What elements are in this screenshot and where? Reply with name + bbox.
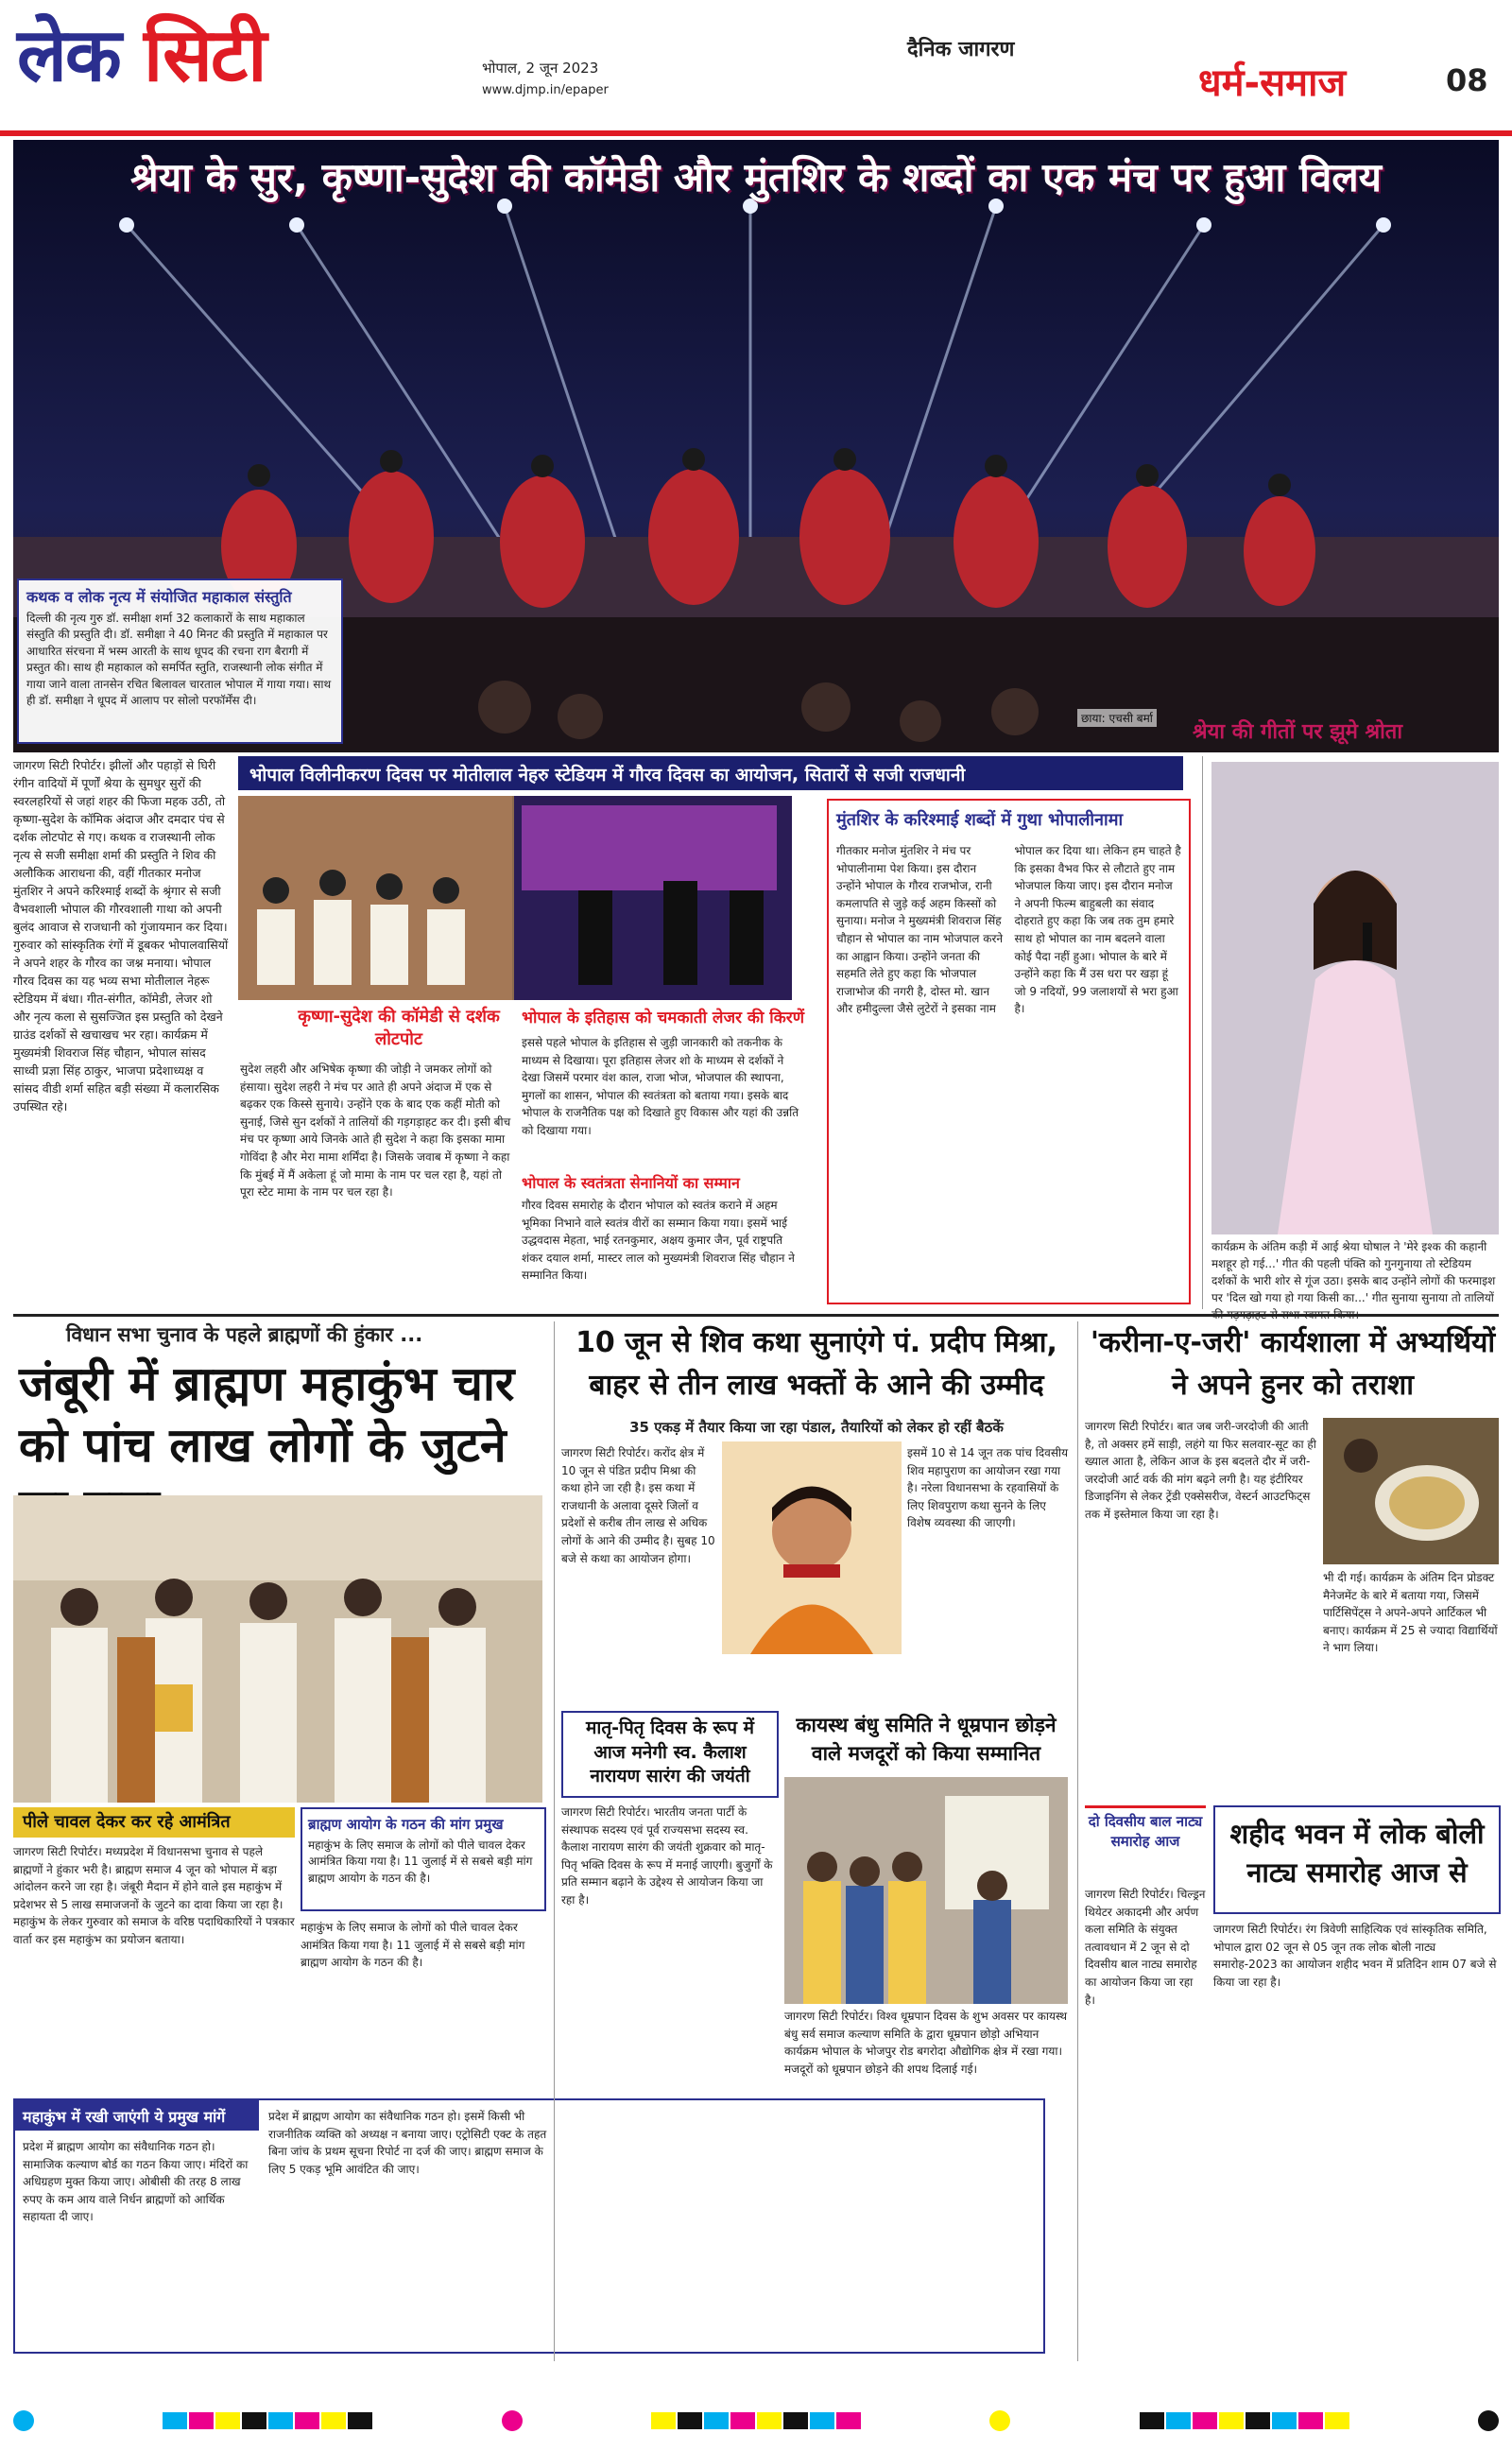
- registration-mark: [13, 2410, 34, 2431]
- brahmin-demands-col1: प्रदेश में ब्राह्मण आयोग का संवैधानिक गठन हो। सामाजिक कल्याण बोर्ड का गठन किया जाए। मंदिरों का अधिग्रहण मुक्त किया जाए। ओबीसी की तरह 8 लाख रुपए के कम आय वाले निर्धन ब्राह्मणों को आर्थिक सहायता दी जाए।: [23, 2140, 249, 2224]
- comedy-subhead: कृष्णा-सुदेश की कॉमेडी से दर्शक लोटपोट: [298, 1007, 500, 1050]
- zari-workshop-photo: [1323, 1418, 1499, 1564]
- muntashir-headline: मुंतशिर के करिश्माई शब्दों में गुथा भोपालीनामा: [836, 810, 1124, 830]
- laser-subhead: भोपाल के इतिहास को चमकाती लेजर की किरणें: [522, 1009, 805, 1027]
- laser-body: इससे पहले भोपाल के इतिहास से जुड़ी जानकारी को तकनीक के माध्यम से दिखाया। पूरा इतिहास लेजर शो के माध्यम से दर्शकों ने देखा जिसमें परमार वंश काल, राजा भोज, भोजपाल की स्थापना, मुगलों का शासन, भोपाल की स्वतंत्रता को बताया गया। इसके बाद भोपाल के राजनैतिक पक्ष को दिखाते हुए विकास और यहां की उन्नति को दिखाया गया।: [522, 1036, 799, 1137]
- brahmin-demands-col2: प्रदेश में ब्राह्मण आयोग का संवैधानिक गठन हो। इसमें किसी भी राजनीतिक व्यक्ति को अध्यक्ष न बनाया जाए। एट्रोसिटी एक्ट के तहत बिना जांच के प्रथम सूचना रिपोर्ट ना दर्ज की जाए। ब्राह्मण समाज के लिए 5 एकड़ भूमि आवंटित की जाए।: [268, 2110, 547, 2176]
- shreya-body: कार्यक्रम के अंतिम कड़ी में आई श्रेया घोषाल ने 'मेरे इश्क की कहानी मशहूर हो गई...' गीत की पहली पंक्ति को गुनगुनाया तो स्टेडियम दर्शकों के भारी शोर से गूंज उठा। इसके बाद उन्होंने लोगों की फरमाइश पर 'दिल खो गया हो गया किसी का...' गीत सुनाया सुनाया तो तालियों: [1211, 1240, 1496, 1304]
- color-strip: [1140, 2412, 1349, 2429]
- bal-natya-body: जागरण सिटी रिपोर्टर। चिल्ड्रन थियेटर अकादमी और अर्पण कला समिति के संयुक्त तत्वावधान में 2 जून से दो दिवसीय बाल नाट्य समारोह का आयोजन किया जा रहा है।: [1085, 1888, 1206, 2007]
- shreya-image: [1211, 762, 1499, 1234]
- color-strip: [651, 2412, 861, 2429]
- brahmin-demands-box: [13, 2098, 1045, 2354]
- kayasth-photo: [784, 1777, 1068, 2004]
- kareena-zari-headline: 'करीना-ए-जरी' कार्यशाला में अभ्यर्थियों ने अपने हुनर को तराशा: [1090, 1326, 1496, 1402]
- color-strip: [163, 2412, 372, 2429]
- page-number: 08: [1446, 62, 1488, 98]
- pradeep-mishra-photo: [722, 1441, 902, 1654]
- sangathan-body: महाकुंभ के लिए समाज के लोगों को पीले चावल देकर आमंत्रित किया गया है। 11 जुलाई में से सबसे बड़ी मांग ब्राह्मण आयोग के गठन की है।: [301, 1921, 525, 1970]
- kathak-caption-box: [17, 578, 343, 744]
- registration-mark: [502, 2410, 523, 2431]
- zari-image: [1323, 1418, 1499, 1564]
- print-registration-bar: [13, 2408, 1499, 2433]
- edition-meta: [482, 59, 609, 97]
- matru-pitru-body: जागरण सिटी रिपोर्टर। भारतीय जनता पार्टी के संस्थापक सदस्य एवं पूर्व राज्यसभा सदस्य स्व. कैलाश नारायण सारंग की जयंती शुक्रवार को मातृ-पितृ भक्ति दिवस के रूप में मनाई जाएगी। बुजुर्गों के प्रति सम्मान बढ़ाने के उद्देश्य से आयोजन किया जा रहा है।: [561, 1805, 773, 1907]
- pradeep-mishra-body2: इसमें 10 से 14 जून तक पांच दिवसीय शिव महापुराण का आयोजन रखा गया है। नरेला विधानसभा के रहवासियों के लिए शिवपुराण कथा सुनने के लिए विशेष व्यवस्था की जाएगी।: [907, 1446, 1069, 1530]
- logo-word-lake: लेक: [17, 13, 120, 98]
- brahmin-meeting-photo: [13, 1495, 542, 1803]
- brahmin-commission-box: [301, 1807, 546, 1911]
- muntashir-story-box: [827, 799, 1191, 1304]
- column-divider: [1202, 756, 1203, 1309]
- brahmin-kicker: विधान सभा चुनाव के पहले ब्राह्मणों की हुंकार ...: [66, 1323, 423, 1346]
- hero-headline: श्रेया के सुर, कृष्णा-सुदेश की कॉमेडी और मुंतशिर के शब्दों का एक मंच पर हुआ विलय: [129, 154, 1383, 200]
- registration-mark: [989, 2410, 1010, 2431]
- brahmin-mahakumbh-headline: जंबूरी में ब्राह्मण महाकुंभ चार को पांच लाख लोगों के जुटने: [19, 1356, 515, 1473]
- muntashir-body: गीतकार मनोज मुंतशिर ने मंच पर भोपालीनामा पेश किया। इस दौरान उन्होंने भोपाल के गौरव राजभोज, रानी कमलापति से जुड़े कई अहम किस्सों को सुनाया। मनोज ने मुख्यमंत्री शिवराज सिंह चौहान से भोपाल का नाम भोजपाल करने का आह्वान किया। उन्होंने जनता की सहमति लेते हुए कहा कि भोजपाल राजाभोज की नगरी है, दोस्त मो. खान और हमीदुल्ला जैसे लुटेरों ने इसका नाम भोपाल कर दिया था। लेकिन हम चाहते है कि इसका वैभव फिर से लौटाते हुए नाम भोजपाल किया जाए। इस दौरान मनोज ने अपनी फिल्म बाहुबली का संवाद दोहराते हुए कहा कि जब तक तुम हमारे साथ हो भोपाल का नाम बदलने वाला कोई पैदा नहीं हुआ। भोपाल के बारे में उन्होंने कहा कि मैं उस धरा पर खड़ा हूं जो 9 नदियों, 99 जलाशयों से भरा हुआ है।: [836, 844, 1181, 1016]
- matru-pitru-headline: मातृ-पितृ दिवस के रूप में आज मनेगी स्व. कैलाश नारायण सारंग की जयंती: [561, 1711, 779, 1798]
- gaurav-diwas-intro-text: जागरण सिटी रिपोर्टर। झीलों और पहाड़ों से घिरी रंगीन वादियों में पूर्णों श्रेया के सुमधुर सुरों की स्वरलहरियों से जहां शहर की फिजा महक उठी, तो कृष्णा-सुदेश के कॉमिक अंदाज और दमदार पंच से दर्शक लोटपोट से गए। कथक व राजस्थानी लोक नृत्य से सजी समीक्षा शर्मा की प्रस्तुति ने शिव की अलौकिक आराधना की, वहीं गीतकार मनोज मुंतशिर ने अपने करिश्माई शब्दों के श्रृंगार से सजी वैभवशाली भोपाल की गौरवशाली गाथा को अपनी बुलंद आवाज से राजधानी को गुंजायमान कर दिया। गुरुवार को सांस्कृतिक रंगों में डूबकर भोपालवासियों ने अपने शहर के गौरव का जश्न मनाया। भोपाल गौरव दिवस का यह भव्य सभा मोतीलाल नेहरू स्टेडियम में बंधा। गीत-संगीत, कॉमेडी, लेजर शो और नृत्य कला से सुसज्जित इस प्रस्तुति को देखने ग्राउंड दर्शकों से खचाखच भर रहा। कार्यक्रम में मुख्यमंत्री शिवराज सिंह चौहान, भोपाल सांसद साध्वी प्रज्ञा सिंह ठाकुर, भाजपा प्रदेशाध्यक्ष व सांसद वीडी शर्मा सहित बड़ी संख्या में कलारसिक उपस्थित रहे।: [13, 758, 229, 1113]
- kathak-caption-title: कथक व लोक नृत्य में संयोजित महाकाल संस्तुति: [26, 588, 292, 606]
- kayasth-image: [784, 1777, 1068, 2004]
- epaper-url[interactable]: www.djmp.in/epaper: [482, 83, 609, 97]
- shreya-photo-label: श्रेया की गीतों पर झूमे श्रोता: [1193, 720, 1403, 744]
- logo-word-city: सिटी: [143, 13, 266, 98]
- pradeep-mishra-body1: जागरण सिटी रिपोर्टर। करोंद क्षेत्र में 10 जून से पंडित प्रदीप मिश्रा की कथा होने जा रही है। इस कथा में राजधानी के अलावा दूसरे जिलों व प्रदेशों से करीब तीन लाख से अधिक लोगों के आने की उम्मीद है। सुबह 10 बजे से कथा का आयोजन होगा।: [561, 1446, 715, 1565]
- kathak-caption-text: दिल्ली की नृत्य गुरु डॉ. समीक्षा शर्मा 32 कलाकारों के साथ महाकाल संस्तुति की प्रस्तुति दी। डॉ. समीक्षा ने 40 मिनट की प्रस्तुति में महाकाल पर आधारित संरचना में भस्म आरती के साथ धूपद की रचना राग बैरागी में प्रस्तुत की। साथ ही महाकाल को समर्पित स्तुति, राजस्थानी लोक संगीत में गाया जाने वाला तानसेन रचित बिलावल चारताल भोपाल में गाया गया। साथ ही डॉ. समीक्षा ने धूपद में आलाप पर सोलो परफॉर्मेंस दी।: [26, 612, 332, 707]
- pradeep-mishra-headline: 10 जून से शिव कथा सुनाएंगे पं. प्रदीप मिश्रा, बाहर से तीन लाख भक्तों के आने की उम्मीद: [576, 1326, 1057, 1402]
- edition-date: भोपाल, 2 जून 2023: [482, 60, 599, 77]
- paper-name: दैनिक जागरण: [907, 37, 1015, 61]
- masthead: [0, 0, 1512, 142]
- pradeep-mishra-subhead: 35 एकड़ में तैयार किया जा रहा पंडाल, तैयारियों को लेकर हो रहीं बैठकें: [629, 1419, 1004, 1436]
- column-divider: [554, 1321, 555, 2361]
- kareena-zari-body2: भी दी गई। कार्यक्रम के अंतिम दिन प्रोडक्ट मैनेजमेंट के बारे में बताया गया, जिसमें पार्टिसिपेंट्स ने अपने-अपने आर्टिकल भी बनाए। कार्यक्रम में 25 से ज्यादा विद्यार्थियों ने भाग लिया।: [1323, 1571, 1498, 1655]
- kareena-zari-body1: जागरण सिटी रिपोर्टर। बात जब जरी-जरदोजी की आती है, तो अक्सर हमें साड़ी, लहंगे या फिर सलवार-सूट का ही ख्याल आता है, लेकिन आज के इस बदलते दौर में जरी-जरदोजी आर्ट वर्क की मांग बढ़ने लगी है। यह इंटीरियर डिजाइनिंग से लेकर ट्रेंडी एक्सेसरीज, वेस्टर्न आउटफिट्स तक में इस्तेमाल किया जा रहा है।: [1085, 1420, 1316, 1521]
- gaurav-diwas-band-headline: भोपाल विलीनीकरण दिवस पर मोतीलाल नेहरु स्टेडियम में गौरव दिवस का आयोजन, सितारों से सजी राजधानी: [238, 756, 1183, 790]
- registration-mark: [1478, 2410, 1499, 2431]
- shaheed-bhawan-headline: शहीद भवन में लोक बोली नाट्य समारोह आज से: [1213, 1805, 1501, 1914]
- brahmin-commission-text: महाकुंभ के लिए समाज के लोगों को पीले चावल देकर आमंत्रित किया गया है। 11 जुलाई में से सबसे बड़ी मांग ब्राह्मण आयोग के गठन की है।: [308, 1838, 533, 1885]
- brahmin-demands-head: महाकुंभ में रखी जाएंगी ये प्रमुख मांगें: [15, 2100, 259, 2131]
- lake-city-logo: [17, 13, 266, 98]
- freedom-fighters-subhead: भोपाल के स्वतंत्रता सेनानियों का सम्मान: [522, 1174, 740, 1192]
- brahmin-image: [13, 1495, 542, 1803]
- column-divider: [1077, 1321, 1078, 2361]
- kayasth-body: जागरण सिटी रिपोर्टर। विश्व धूम्रपान दिवस के शुभ अवसर पर कायस्थ बंधु सर्व समाज कल्याण समिति के द्वारा धूम्रपान छोड़ो अभियान कार्यक्रम भोपाल के भोजपुर रोड बगरोदा औद्योगिक क्षेत्र में रखा गया। मजदूरों को धूम्रपान छोड़ने की शपथ दिलाई गई।: [784, 2010, 1068, 2076]
- photo-credit: छाया: एचसी बर्मा: [1077, 709, 1157, 727]
- masthead-rule: [0, 130, 1512, 136]
- section-divider: [13, 1314, 1499, 1317]
- comedy-body: सुदेश लहरी और अभिषेक कृष्णा की जोड़ी ने जमकर लोगों को हंसाया। सुदेश लहरी ने मंच पर आते ही अपने अंदाज में एक से बढ़कर एक किस्से सुनाये। उन्होंने एक के बाद एक कहीं मोती को सुनाई, जिसे सुन दर्शकों ने तालियों की गड़गड़ाहट कर दी। इसी बीच मंच पर कृष्णा आये जिनके आते ही सुदेश ने कहा कि इसका मामा गोविंदा है और मेरा मामा शर्मिंदा है। जिसके जवाब में कृष्णा ने कहा कि मुंबई में मैं अकेला हूं जो मामा के नाम पर चल रहा है, यहां तो पूरा स्टेट मामा के नाम पर चल रहा है।: [240, 1062, 511, 1200]
- shreya-ghoshal-photo: [1211, 762, 1499, 1234]
- section-title: धर्म-समाज: [1198, 61, 1347, 105]
- brahmin-body: जागरण सिटी रिपोर्टर। मध्यप्रदेश में विधानसभा चुनाव से पहले ब्राह्मणों ने हुंकार भरी है। ब्राह्मण समाज 4 जून को भोपाल में बड़ा आंदोलन करने जा रहा है। जंबूरी मैदान में होने वाले इस महाकुंभ में प्रदेशभर से 5 लाख समाजजनों के जुटने का दावा किया जा रहा है। महाकुंभ के लेकर गुरुवार को समाज के वरिष्ठ पदाधिकारियों ने पत्रकार वार्ता कर इस महाकुंभ का प्रयोजन बताया।: [13, 1845, 295, 1946]
- pradeep-mishra-image: [722, 1441, 902, 1654]
- shaheed-bhawan-body: जागरण सिटी रिपोर्टर। रंग त्रिवेणी साहित्यिक एवं सांस्कृतिक समिति, भोपाल द्वारा 02 जून से 05 जून तक लोक बोली नाट्य समारोह-2023 का आयोजन शहीद भवन में प्रतिदिन शाम 07 बजे से किया जा रहा है।: [1213, 1923, 1497, 1989]
- kayasth-headline: कायस्थ बंधु समिति ने धूम्रपान छोड़ने वाले मजदूरों को किया सम्मानित: [796, 1714, 1057, 1766]
- yellow-rice-bar: पीले चावल देकर कर रहे आमंत्रित: [13, 1807, 295, 1838]
- bal-natya-headline: दो दिवसीय बाल नाट्य समारोह आज: [1085, 1805, 1206, 1881]
- freedom-fighters-body: गौरव दिवस समारोह के दौरान भोपाल को स्वतंत्र कराने में अहम भूमिका निभाने वाले स्वतंत्र वीरों का सम्मान किया गया। इसमें भाई उद्धवदास मेहता, भाई रतनकुमार, अक्षय कुमार जैन, पूर्व राष्ट्रपति शंकर दयाल शर्मा, मास्टर लाल को मुख्यमंत्री शिवराज सिंह चौहान ने सम्मानित किया।: [522, 1199, 795, 1283]
- brahmin-commission-title: ब्राह्मण आयोग के गठन की मांग प्रमुख: [308, 1816, 504, 1833]
- gaurav-diwas-photo-collage: [238, 796, 792, 1000]
- collage-image: [238, 796, 792, 1000]
